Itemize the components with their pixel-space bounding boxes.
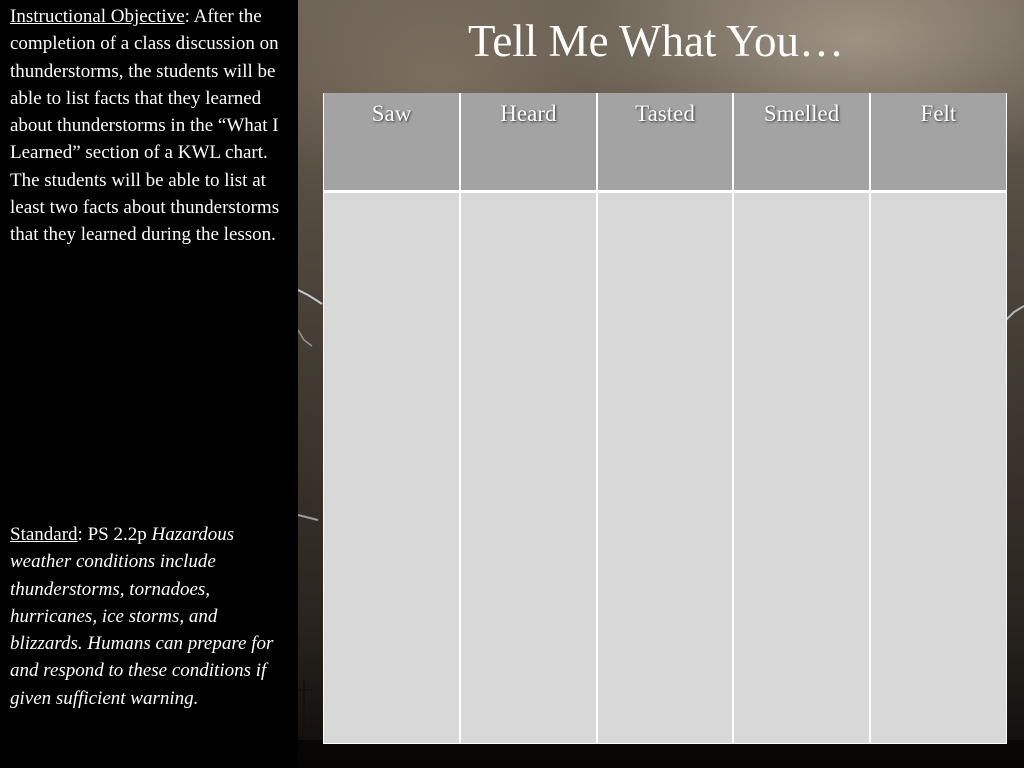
table-cell-saw xyxy=(324,192,461,744)
senses-table xyxy=(323,93,1007,744)
storm-background xyxy=(298,0,1024,768)
table-cell-heard xyxy=(460,192,597,744)
standard-code: : PS 2.2p xyxy=(77,524,152,545)
col-header-saw: Saw xyxy=(324,93,461,192)
standard-label: Standard xyxy=(10,524,78,545)
objective-label: Instructional Objective xyxy=(10,6,185,27)
slide-title: Tell Me What You… xyxy=(467,16,845,66)
col-header-felt: Felt xyxy=(870,93,1007,192)
objective-text: : After the completion of a class discussion on thunderstorms, the students will be able to list facts that they learned about thunderstorms in the “What I Learned” section of a KWL chart. The students will be able to list at least two facts about thunderstorms that they learned during the lesson. xyxy=(10,6,280,246)
col-header-tasted: Tasted xyxy=(597,93,734,192)
table-cell-smelled xyxy=(733,192,870,744)
col-header-smelled: Smelled xyxy=(733,93,870,192)
table-cell-tasted xyxy=(597,192,734,744)
col-header-heard: Heard xyxy=(460,93,597,192)
instructional-objective xyxy=(10,3,292,249)
table-cell-felt xyxy=(870,192,1007,744)
table-header-row xyxy=(324,93,1007,192)
sidebar xyxy=(0,0,298,768)
standard-text: Hazardous weather conditions include thunderstorms, tornadoes, hurricanes, ice storms, and blizzards. Humans can prepare for and respond to these conditions if given sufficient warning. xyxy=(10,524,274,709)
table-row xyxy=(324,192,1007,744)
standard xyxy=(10,521,292,712)
